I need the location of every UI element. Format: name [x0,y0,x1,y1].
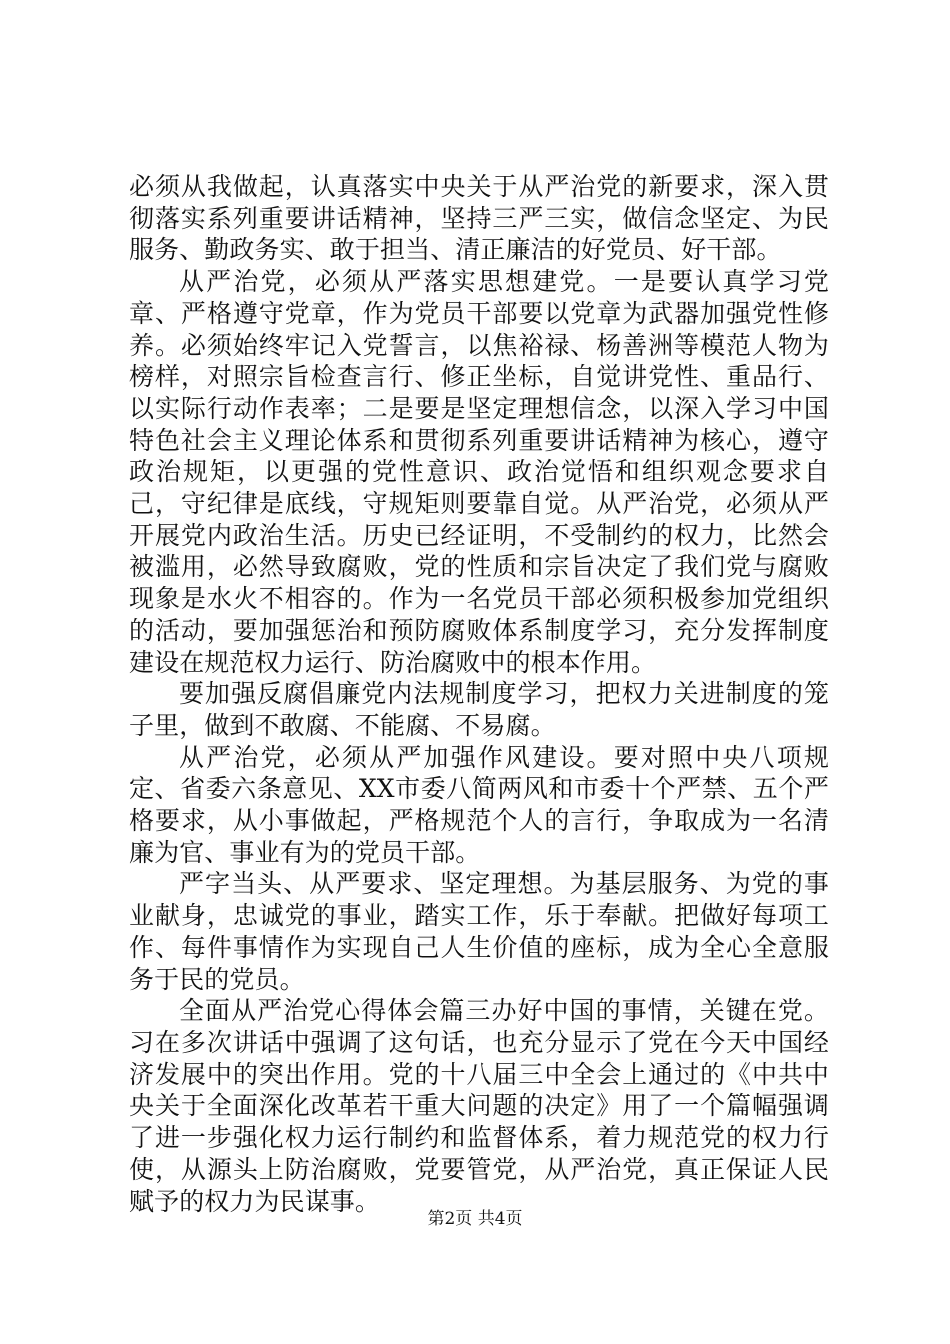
page-number-footer: 第2页 共4页 [427,1209,523,1229]
paragraph-1: 必须从我做起，认真落实中央关于从严治党的新要求，深入贯彻落实系列重要讲话精神，坚持三严三实，做信念坚定、为民服务、勤政务实、敢于担当、清正廉洁的好党员、好干部。 [129,172,829,265]
paragraph-5: 严字当头、从严要求、坚定理想。为基层服务、为党的事业献身，忠诚党的事业，踏实工作，乐于奉献。把做好每项工作、每件事情作为实现自己人生价值的座标，成为全心全意服务于民的党员。 [129,869,829,994]
paragraph-6: 全面从严治党心得体会篇三办好中国的事情，关键在党。习在多次讲话中强调了这句话，也充分显示了党在今天中国经济发展中的突出作用。党的十八届三中全会上通过的《中共中央关于全面深化改革若干重大问题的决定》用了一个篇幅强调了进一步强化权力运行制约和监督体系，着力规范党的权力行使，从源头上防治腐败，党要管党，从严治党，真正保证人民赋予的权力为民谋事。 [129,996,829,1216]
paragraph-3: 要加强反腐倡廉党内法规制度学习，把权力关进制度的笼子里，做到不敢腐、不能腐、不易腐。 [129,679,829,740]
document-body [129,171,829,1217]
paragraph-4: 从严治党，必须从严加强作风建设。要对照中央八项规定、省委六条意见、XX市委八简两风和市委十个严禁、五个严格要求，从小事做起，严格规范个人的言行，争取成为一名清廉为官、事业有为的党员干部。 [129,742,829,867]
paragraph-2: 从严治党，必须从严落实思想建党。一是要认真学习党章、严格遵守党章，作为党员干部要以党章为武器加强党性修养。必须始终牢记入党誓言，以焦裕禄、杨善洲等模范人物为榜样，对照宗旨检查言行、修正坐标，自觉讲党性、重品行、以实际行动作表率；二是要是坚定理想信念，以深入学习中国特色社会主义理论体系和贯彻系列重要讲话精神为核心，遵守政治规矩，以更强的党性意识、政治觉悟和组织观念要求自己，守纪律是底线，守规矩则要靠自觉。从严治党，必须从严开展党内政治生活。历史已经证明，不受制约的权力，比然会被滥用，必然导致腐败，党的性质和宗旨决定了我们党与腐败现象是水火不相容的。作为一名党员干部必须积极参加党组织的活动，要加强惩治和预防腐败体系制度学习，充分发挥制度建设在规范权力运行、防治腐败中的根本作用。 [129,267,829,677]
